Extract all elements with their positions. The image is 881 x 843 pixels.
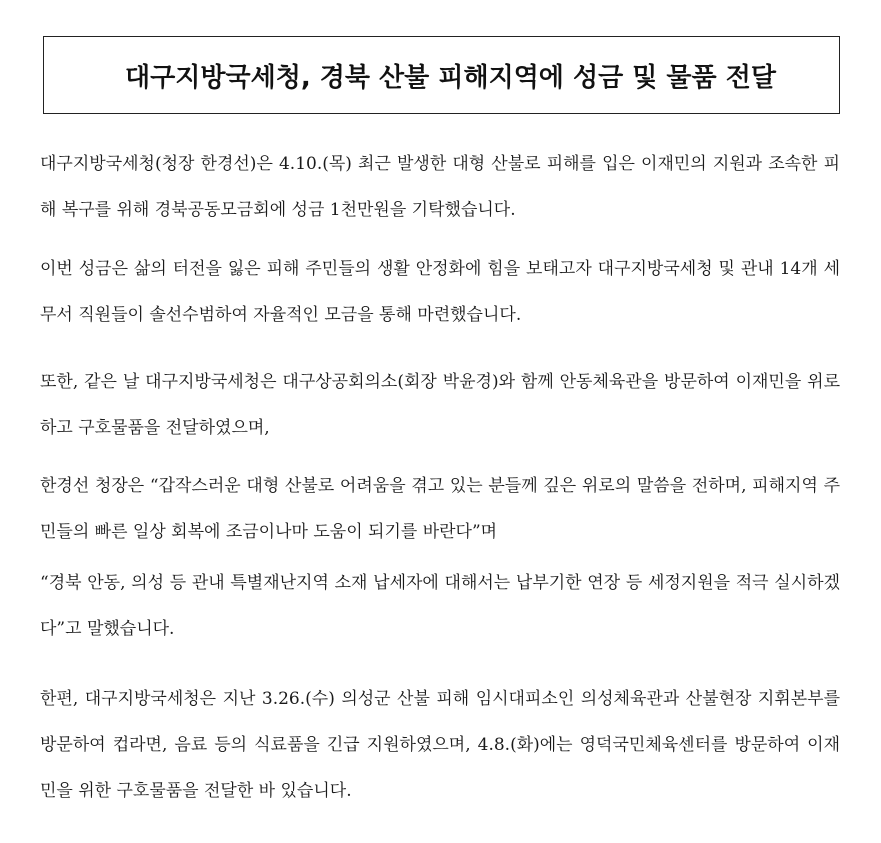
paragraph-fundraising: 이번 성금은 삶의 터전을 잃은 피해 주민들의 생활 안정화에 힘을 보태고자 대구지방국세청 및 관내 14개 세무서 직원들이 솔선수범하여 자율적인 모금을 통해 마련했습니다.: [40, 259, 840, 325]
paragraph-donation: 대구지방국세청(청장 한경선)은 4.10.(목) 최근 발생한 대형 산불로 피해를 입은 이재민의 지원과 조속한 피해 복구를 위해 경북공동모금회에 성금 1천만원을 기탁했습니다.: [40, 154, 840, 220]
paragraph-quote: 한경선 청장은 “갑작스러운 대형 산불로 어려움을 겪고 있는 분들께 깊은 위로의 말씀을 전하며, 피해지역 주민들의 빠른 일상 회복에 조금이나마 도움이 되기를 바란다”며: [40, 476, 840, 542]
title-box: [43, 36, 840, 114]
paragraph-visit: 또한, 같은 날 대구지방국세청은 대구상공회의소(회장 박윤경)와 함께 안동체육관을 방문하여 이재민을 위로하고 구호물품을 전달하였으며,: [40, 372, 840, 438]
document-title: 대구지방국세청, 경북 산불 피해지역에 성금 및 물품 전달: [125, 62, 776, 93]
paragraph-prior-support: 한편, 대구지방국세청은 지난 3.26.(수) 의성군 산불 피해 임시대피소인 의성체육관과 산불현장 지휘본부를 방문하여 컵라면, 음료 등의 식료품을 긴급 지원하였으며, 4.8.(화)에는 영덕국민체육센터를 방문하여 이재민을 위한 구호물품을 전달한 바 있습니다.: [40, 689, 840, 801]
paragraph-tax-support: “경북 안동, 의성 등 관내 특별재난지역 소재 납세자에 대해서는 납부기한 연장 등 세정지원을 적극 실시하겠다”고 말했습니다.: [40, 573, 840, 639]
